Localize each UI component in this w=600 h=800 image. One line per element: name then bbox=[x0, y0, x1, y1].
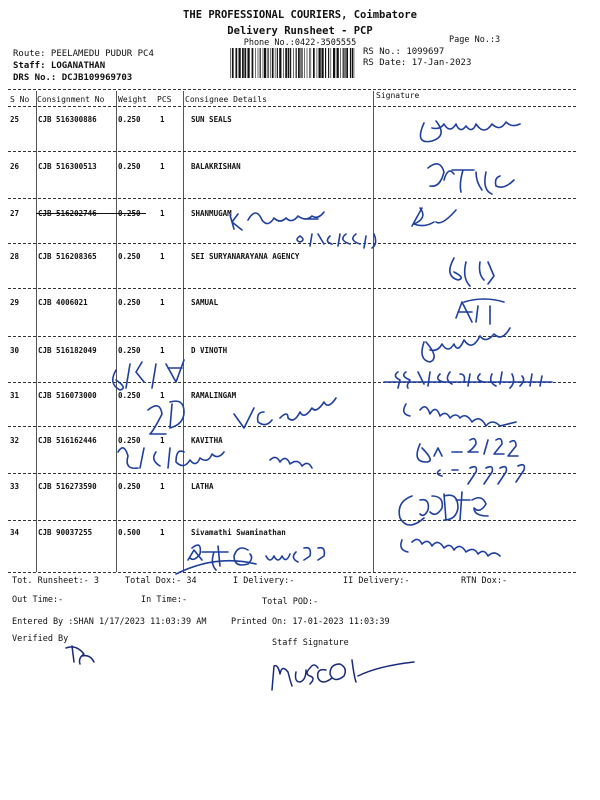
row-weight: 0.250 bbox=[118, 436, 141, 445]
row-pcs: 1 bbox=[160, 298, 165, 307]
row-pcs: 1 bbox=[160, 482, 165, 491]
handwriting-row-30-phone bbox=[384, 372, 552, 388]
verified-by-signature bbox=[66, 646, 94, 664]
signature-row-25 bbox=[420, 121, 520, 142]
handwriting-row-27-phone bbox=[297, 234, 376, 248]
row-pcs: 1 bbox=[160, 115, 165, 124]
entered-by: Entered By :SHAN 1/17/2023 11:03:39 AM bbox=[12, 617, 207, 627]
row-consignment-no: CJB 516300513 bbox=[38, 162, 97, 171]
row-consignee: SEI SURYANARAYANA AGENCY bbox=[191, 252, 300, 261]
handwriting-row-27-name bbox=[230, 212, 324, 230]
col-header-weight: Weight bbox=[118, 95, 147, 104]
row-sno: 26 bbox=[10, 162, 20, 171]
row-sno: 30 bbox=[10, 346, 20, 355]
tot-runsheet: Tot. Runsheet:- 3 bbox=[12, 576, 99, 586]
row-pcs: 1 bbox=[160, 252, 165, 261]
row-consignee: SUN SEALS bbox=[191, 115, 232, 124]
row-sno: 34 bbox=[10, 528, 20, 537]
printed-on: Printed On: 17-01-2023 11:03:39 bbox=[231, 617, 390, 627]
col-header-sno: S No bbox=[10, 95, 30, 104]
row-pcs: 1 bbox=[160, 209, 165, 218]
row-consignment-no: CJB 516162446 bbox=[38, 436, 97, 445]
col-header-consignee: Consignee Details bbox=[185, 95, 267, 104]
row-consignee: SAMUAL bbox=[191, 298, 219, 307]
signature-row-29 bbox=[456, 299, 504, 324]
row-weight: 0.250 bbox=[118, 209, 141, 218]
signature-row-26 bbox=[428, 164, 514, 194]
signature-row-33 bbox=[399, 492, 488, 525]
row-sno: 25 bbox=[10, 115, 20, 124]
route-label: Route: PEELAMEDU PUDUR PC4 bbox=[13, 49, 154, 59]
row-weight: 0.250 bbox=[118, 346, 141, 355]
rs-number: RS No.: 1099697 bbox=[363, 47, 445, 57]
signature-row-28 bbox=[450, 258, 494, 286]
row-weight: 0.250 bbox=[118, 482, 141, 491]
row-weight: 0.250 bbox=[118, 162, 141, 171]
row-weight: 0.500 bbox=[118, 528, 141, 537]
rs-date: RS Date: 17-Jan-2023 bbox=[363, 58, 472, 68]
row-consignment-no: CJB 4006021 bbox=[38, 298, 88, 307]
row-consignee: LATHA bbox=[191, 482, 214, 491]
row-consignee: Sivamathi Swaminathan bbox=[191, 528, 286, 537]
total-dox: Total Dox:- 34 bbox=[125, 576, 197, 586]
rtn-dox: RTN Dox:- bbox=[461, 576, 508, 586]
row-pcs: 1 bbox=[160, 346, 165, 355]
row-weight: 0.250 bbox=[118, 115, 141, 124]
signature-row-31 bbox=[404, 404, 516, 426]
handwriting-row-31-note bbox=[148, 398, 336, 434]
staff-label: Staff: LOGANATHAN bbox=[13, 61, 106, 71]
row-consignee: RAMALINGAM bbox=[191, 391, 237, 400]
row-sno: 27 bbox=[10, 209, 20, 218]
company-title: THE PROFESSIONAL COURIERS, Coimbatore bbox=[183, 9, 417, 21]
page-number: Page No.:3 bbox=[449, 35, 501, 45]
signature-row-34 bbox=[401, 539, 500, 556]
phone-number: Phone No.:0422-3505555 bbox=[243, 38, 357, 48]
col-header-consignment: Consignment No bbox=[37, 95, 105, 104]
row-consignee: SHANMUGAM bbox=[191, 209, 232, 218]
col-header-pcs: PCS bbox=[157, 95, 172, 104]
row-weight: 0.250 bbox=[118, 252, 141, 261]
row-pcs: 1 bbox=[160, 162, 165, 171]
verified-by: Verified By bbox=[12, 634, 69, 644]
handwriting-row-32-note bbox=[118, 448, 312, 468]
row-sno: 31 bbox=[10, 391, 20, 400]
signature-row-30 bbox=[422, 328, 510, 362]
handwriting-row-30-note bbox=[113, 360, 184, 390]
row-consignment-no: CJB 516300886 bbox=[38, 115, 97, 124]
row-weight: 0.250 bbox=[118, 298, 141, 307]
out-time: Out Time:- bbox=[12, 595, 64, 605]
row-sno: 29 bbox=[10, 298, 20, 307]
row-sno: 28 bbox=[10, 252, 20, 261]
col-header-signature: Signature bbox=[376, 91, 420, 100]
row-pcs: 1 bbox=[160, 528, 165, 537]
row-consignee: BALAKRISHAN bbox=[191, 162, 241, 171]
row-consignment-no: CJB 516182049 bbox=[38, 346, 97, 355]
runsheet-subtitle: Delivery Runsheet - PCP bbox=[227, 25, 373, 37]
row-pcs: 1 bbox=[160, 391, 165, 400]
row-consignment-no: CJB 516208365 bbox=[38, 252, 97, 261]
in-time: In Time:- bbox=[141, 595, 188, 605]
total-pod: Total POD:- bbox=[262, 597, 319, 607]
ii-delivery: II Delivery:- bbox=[343, 576, 410, 586]
row-consignment-no: CJB 516202746 bbox=[38, 209, 97, 218]
staff-signature-label: Staff Signature bbox=[272, 638, 349, 648]
handwriting-row-34-note bbox=[176, 545, 324, 574]
row-consignee: KAVITHA bbox=[191, 436, 223, 445]
row-consignment-no: CJB 516273590 bbox=[38, 482, 97, 491]
drs-number: DRS No.: DCJB109969703 bbox=[13, 73, 133, 83]
row-weight: 0.250 bbox=[118, 391, 141, 400]
row-consignee: D VINOTH bbox=[191, 346, 228, 355]
row-sno: 32 bbox=[10, 436, 20, 445]
staff-signature bbox=[272, 660, 414, 690]
signature-row-32 bbox=[417, 439, 524, 484]
row-consignment-no: CJB 90037255 bbox=[38, 528, 93, 537]
signature-row-27 bbox=[412, 208, 456, 226]
row-consignment-no: CJB 516073000 bbox=[38, 391, 97, 400]
row-sno: 33 bbox=[10, 482, 20, 491]
row-pcs: 1 bbox=[160, 436, 165, 445]
i-delivery: I Delivery:- bbox=[233, 576, 295, 586]
